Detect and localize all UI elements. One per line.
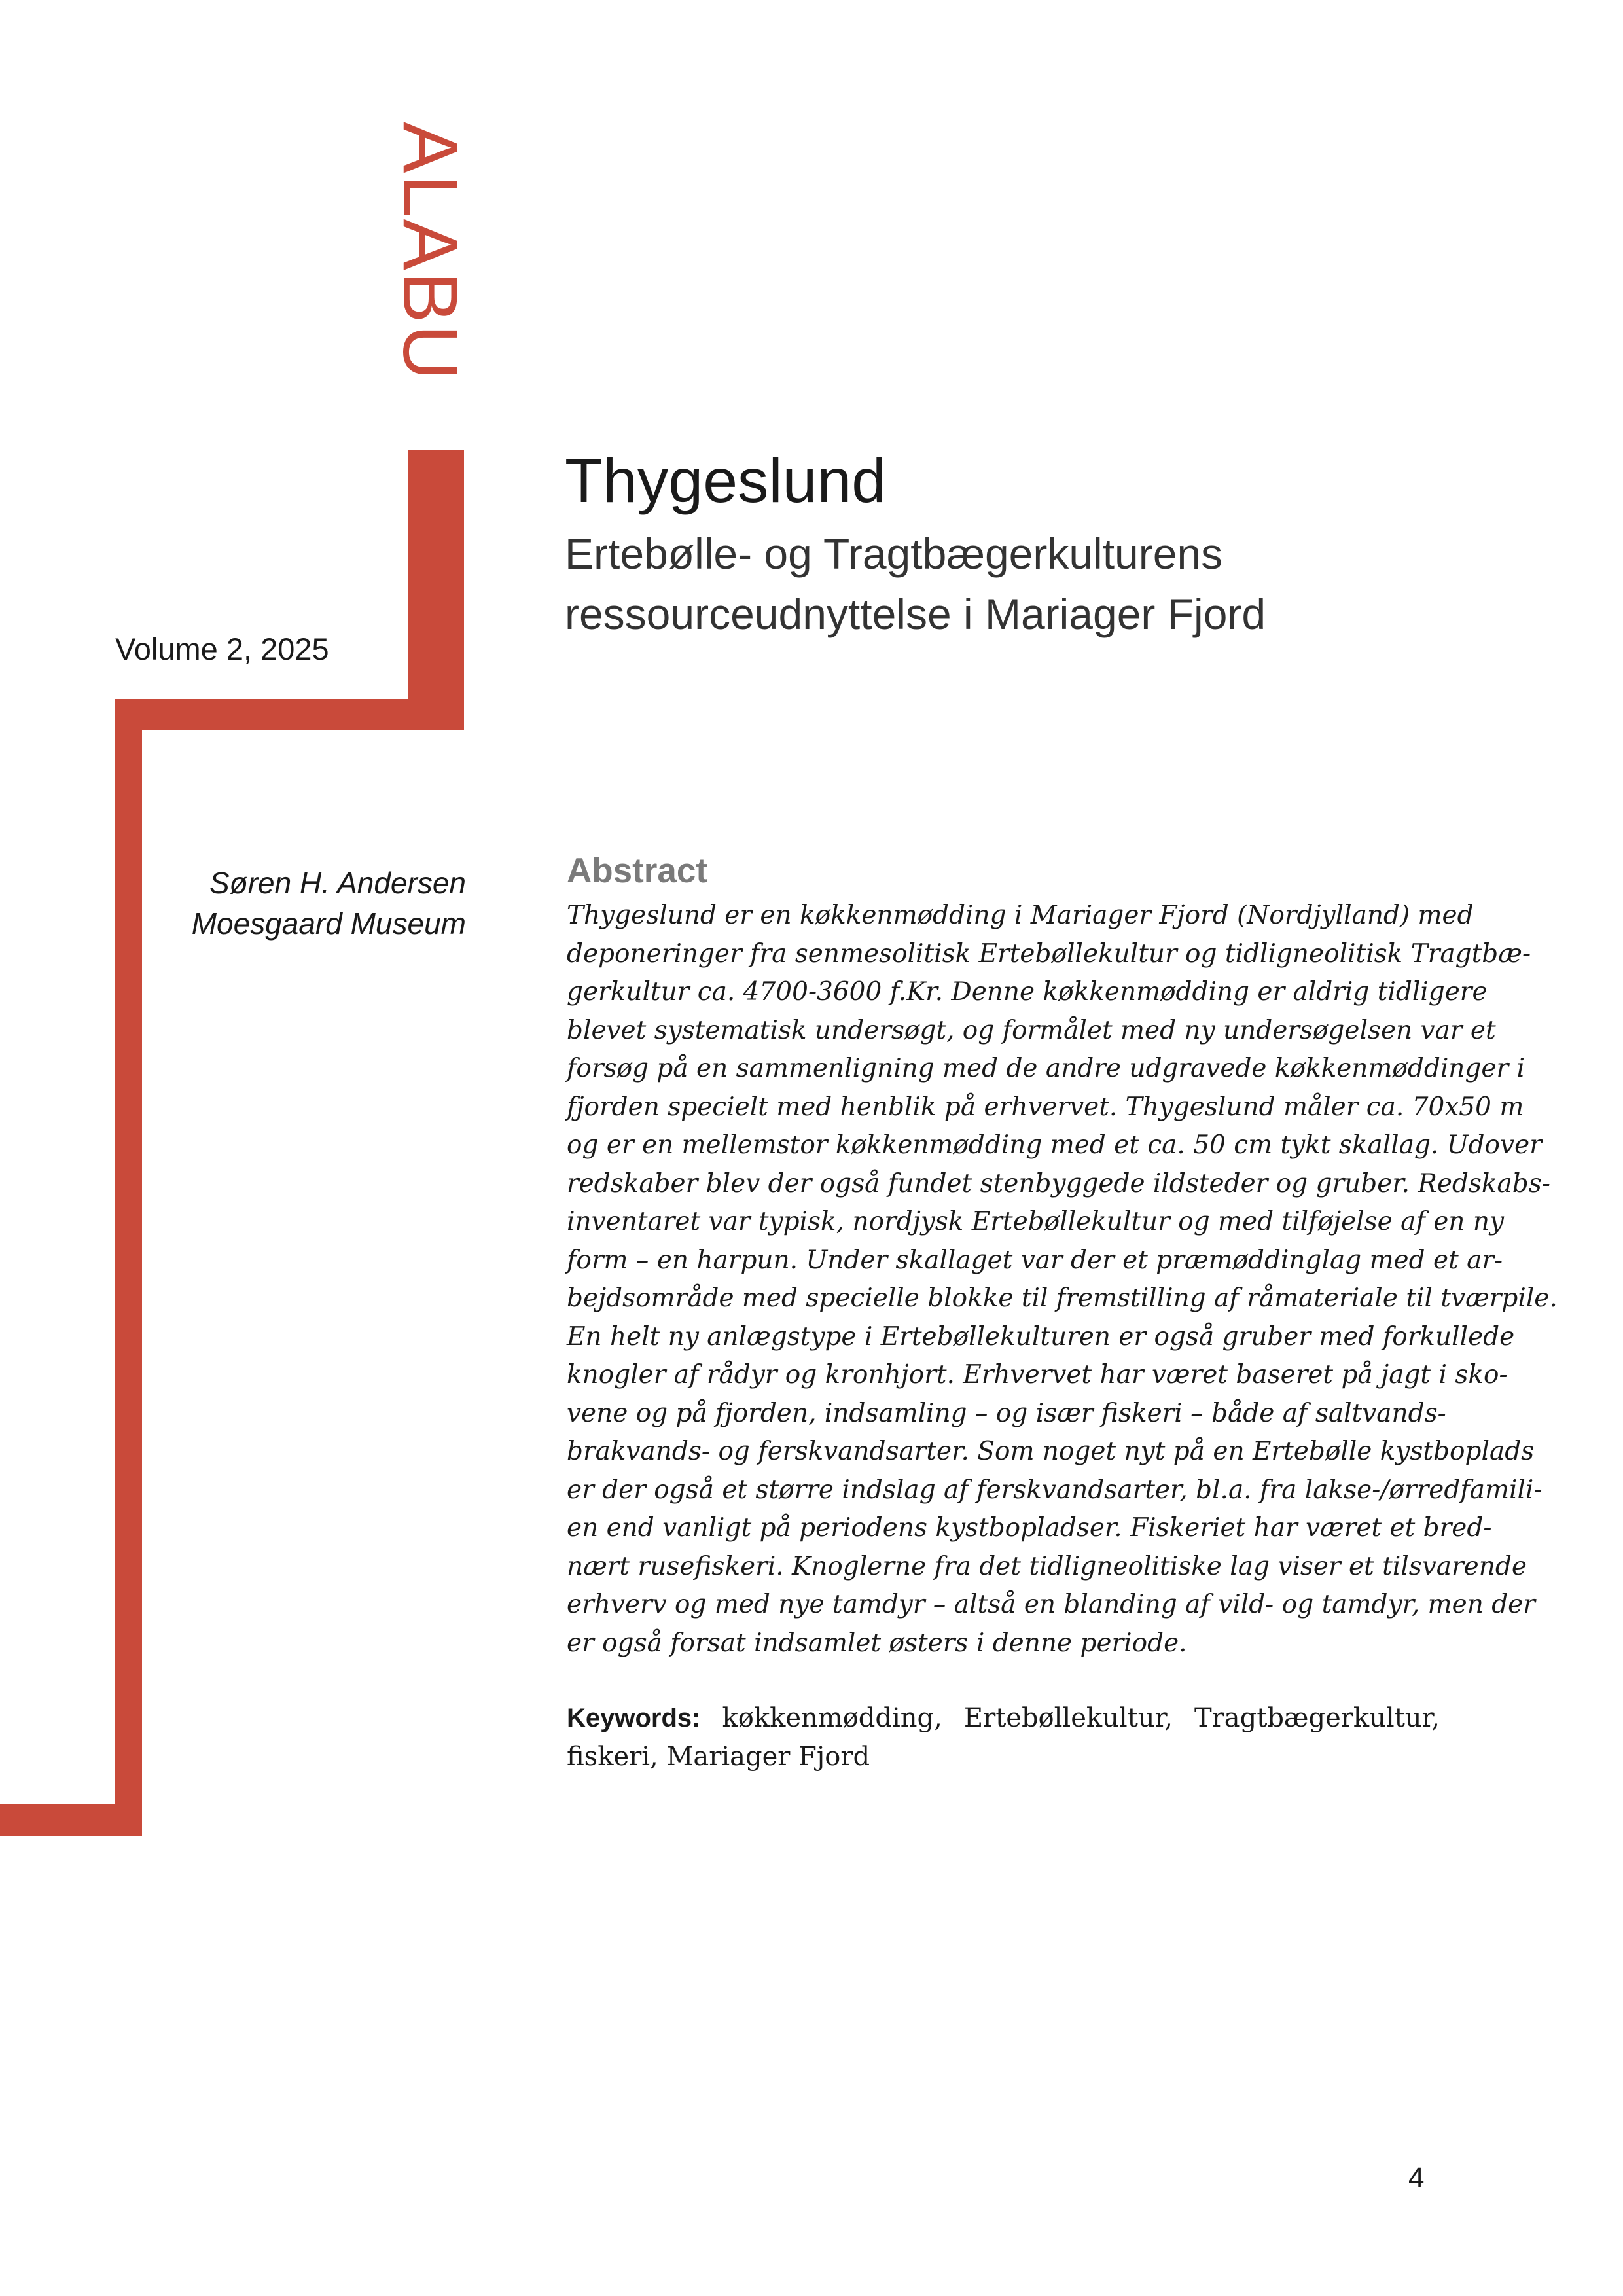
subtitle-line: Ertebølle- og Tragtbægerkulturens	[565, 529, 1223, 578]
abstract-line: fjorden specielt med henblik på erhvervet. Thygeslund måler ca. 70x50 m	[567, 1092, 1524, 1122]
abstract-heading: Abstract	[567, 852, 708, 890]
abstract-line: inventaret var typisk, nordjysk Ertebøllekultur og med tilføjelse af en ny	[567, 1207, 1504, 1236]
accent-bar-bottom	[0, 1804, 142, 1836]
author-block	[73, 863, 466, 944]
volume-info: Volume 2, 2025	[115, 632, 329, 666]
keywords-label: Keywords:	[567, 1704, 701, 1732]
abstract-line: nært rusefiskeri. Knoglerne fra det tidligneolitiske lag viser et tilsvarende	[567, 1551, 1527, 1581]
page-number: 4	[1408, 2162, 1425, 2194]
abstract-line: blevet systematisk undersøgt, og formålet med ny undersøgelsen var et	[567, 1015, 1496, 1045]
abstract-line: er der også et større indslag af ferskvandsarter, bl.a. fra lakse-/ørredfamili-	[567, 1475, 1543, 1505]
article-subtitle	[565, 524, 1266, 644]
abstract-line: og er en mellemstor køkkenmødding med et ca. 50 cm tykt skallag. Udover	[567, 1130, 1542, 1160]
keywords-line	[567, 1699, 1440, 1738]
keywords-line: fiskeri, Mariager Fjord	[567, 1741, 870, 1772]
abstract-line: Thygeslund er en køkkenmødding i Mariager Fjord (Nordjylland) med	[567, 901, 1474, 930]
accent-bar-horizontal	[115, 699, 464, 730]
journal-logo	[387, 122, 473, 410]
abstract-line: en end vanligt på periodens kystbopladser. Fiskeriet har været et bred-	[567, 1513, 1492, 1543]
keywords-block	[567, 1699, 1440, 1776]
abstract-line: bejdsområde med specielle blokke til fremstilling af råmateriale til tværpile.	[567, 1283, 1558, 1313]
abstract-line: er også forsat indsamlet østers i denne periode.	[567, 1628, 1187, 1658]
abstract-body	[567, 897, 1558, 1662]
author-affiliation: Moesgaard Museum	[191, 906, 466, 941]
abstract-line: brakvands- og ferskvandsarter. Som noget nyt på en Ertebølle kystboplads	[567, 1437, 1535, 1466]
accent-bar-top	[408, 450, 464, 730]
abstract-line: gerkultur ca. 4700-3600 f.Kr. Denne køkkenmødding er aldrig tidligere	[567, 977, 1488, 1007]
author-name: Søren H. Andersen	[209, 866, 466, 900]
abstract-line: En helt ny anlægstype i Ertebøllekulturen er også gruber med forkullede	[567, 1321, 1515, 1352]
abstract-line: forsøg på en sammenligning med de andre udgravede køkkenmøddinger i	[567, 1054, 1525, 1083]
abstract-line: form – en harpun. Under skallaget var der et præmøddinglag med et ar-	[567, 1245, 1503, 1275]
abstract-line: redskaber blev der også fundet stenbyggede ildsteder og gruber. Redskabs-	[567, 1168, 1550, 1198]
abstract-line: knogler af rådyr og kronhjort. Erhvervet har været baseret på jagt i sko-	[567, 1360, 1508, 1390]
subtitle-line: ressourceudnyttelse i Mariager Fjord	[565, 590, 1266, 638]
abstract-line: deponeringer fra senmesolitisk Ertebøllekultur og tidligneolitisk Tragtbæ-	[567, 939, 1531, 969]
journal-logo-text: ALABU	[387, 122, 473, 382]
abstract-line: erhverv og med nye tamdyr – altså en blanding af vild- og tamdyr, men der	[567, 1590, 1535, 1619]
keywords-text: køkkenmødding, Ertebøllekultur, Tragtbægerkultur,	[700, 1703, 1440, 1733]
article-title: Thygeslund	[565, 446, 887, 516]
abstract-line: vene og på fjorden, indsamling – og især fiskeri – både af saltvands-	[567, 1398, 1446, 1428]
